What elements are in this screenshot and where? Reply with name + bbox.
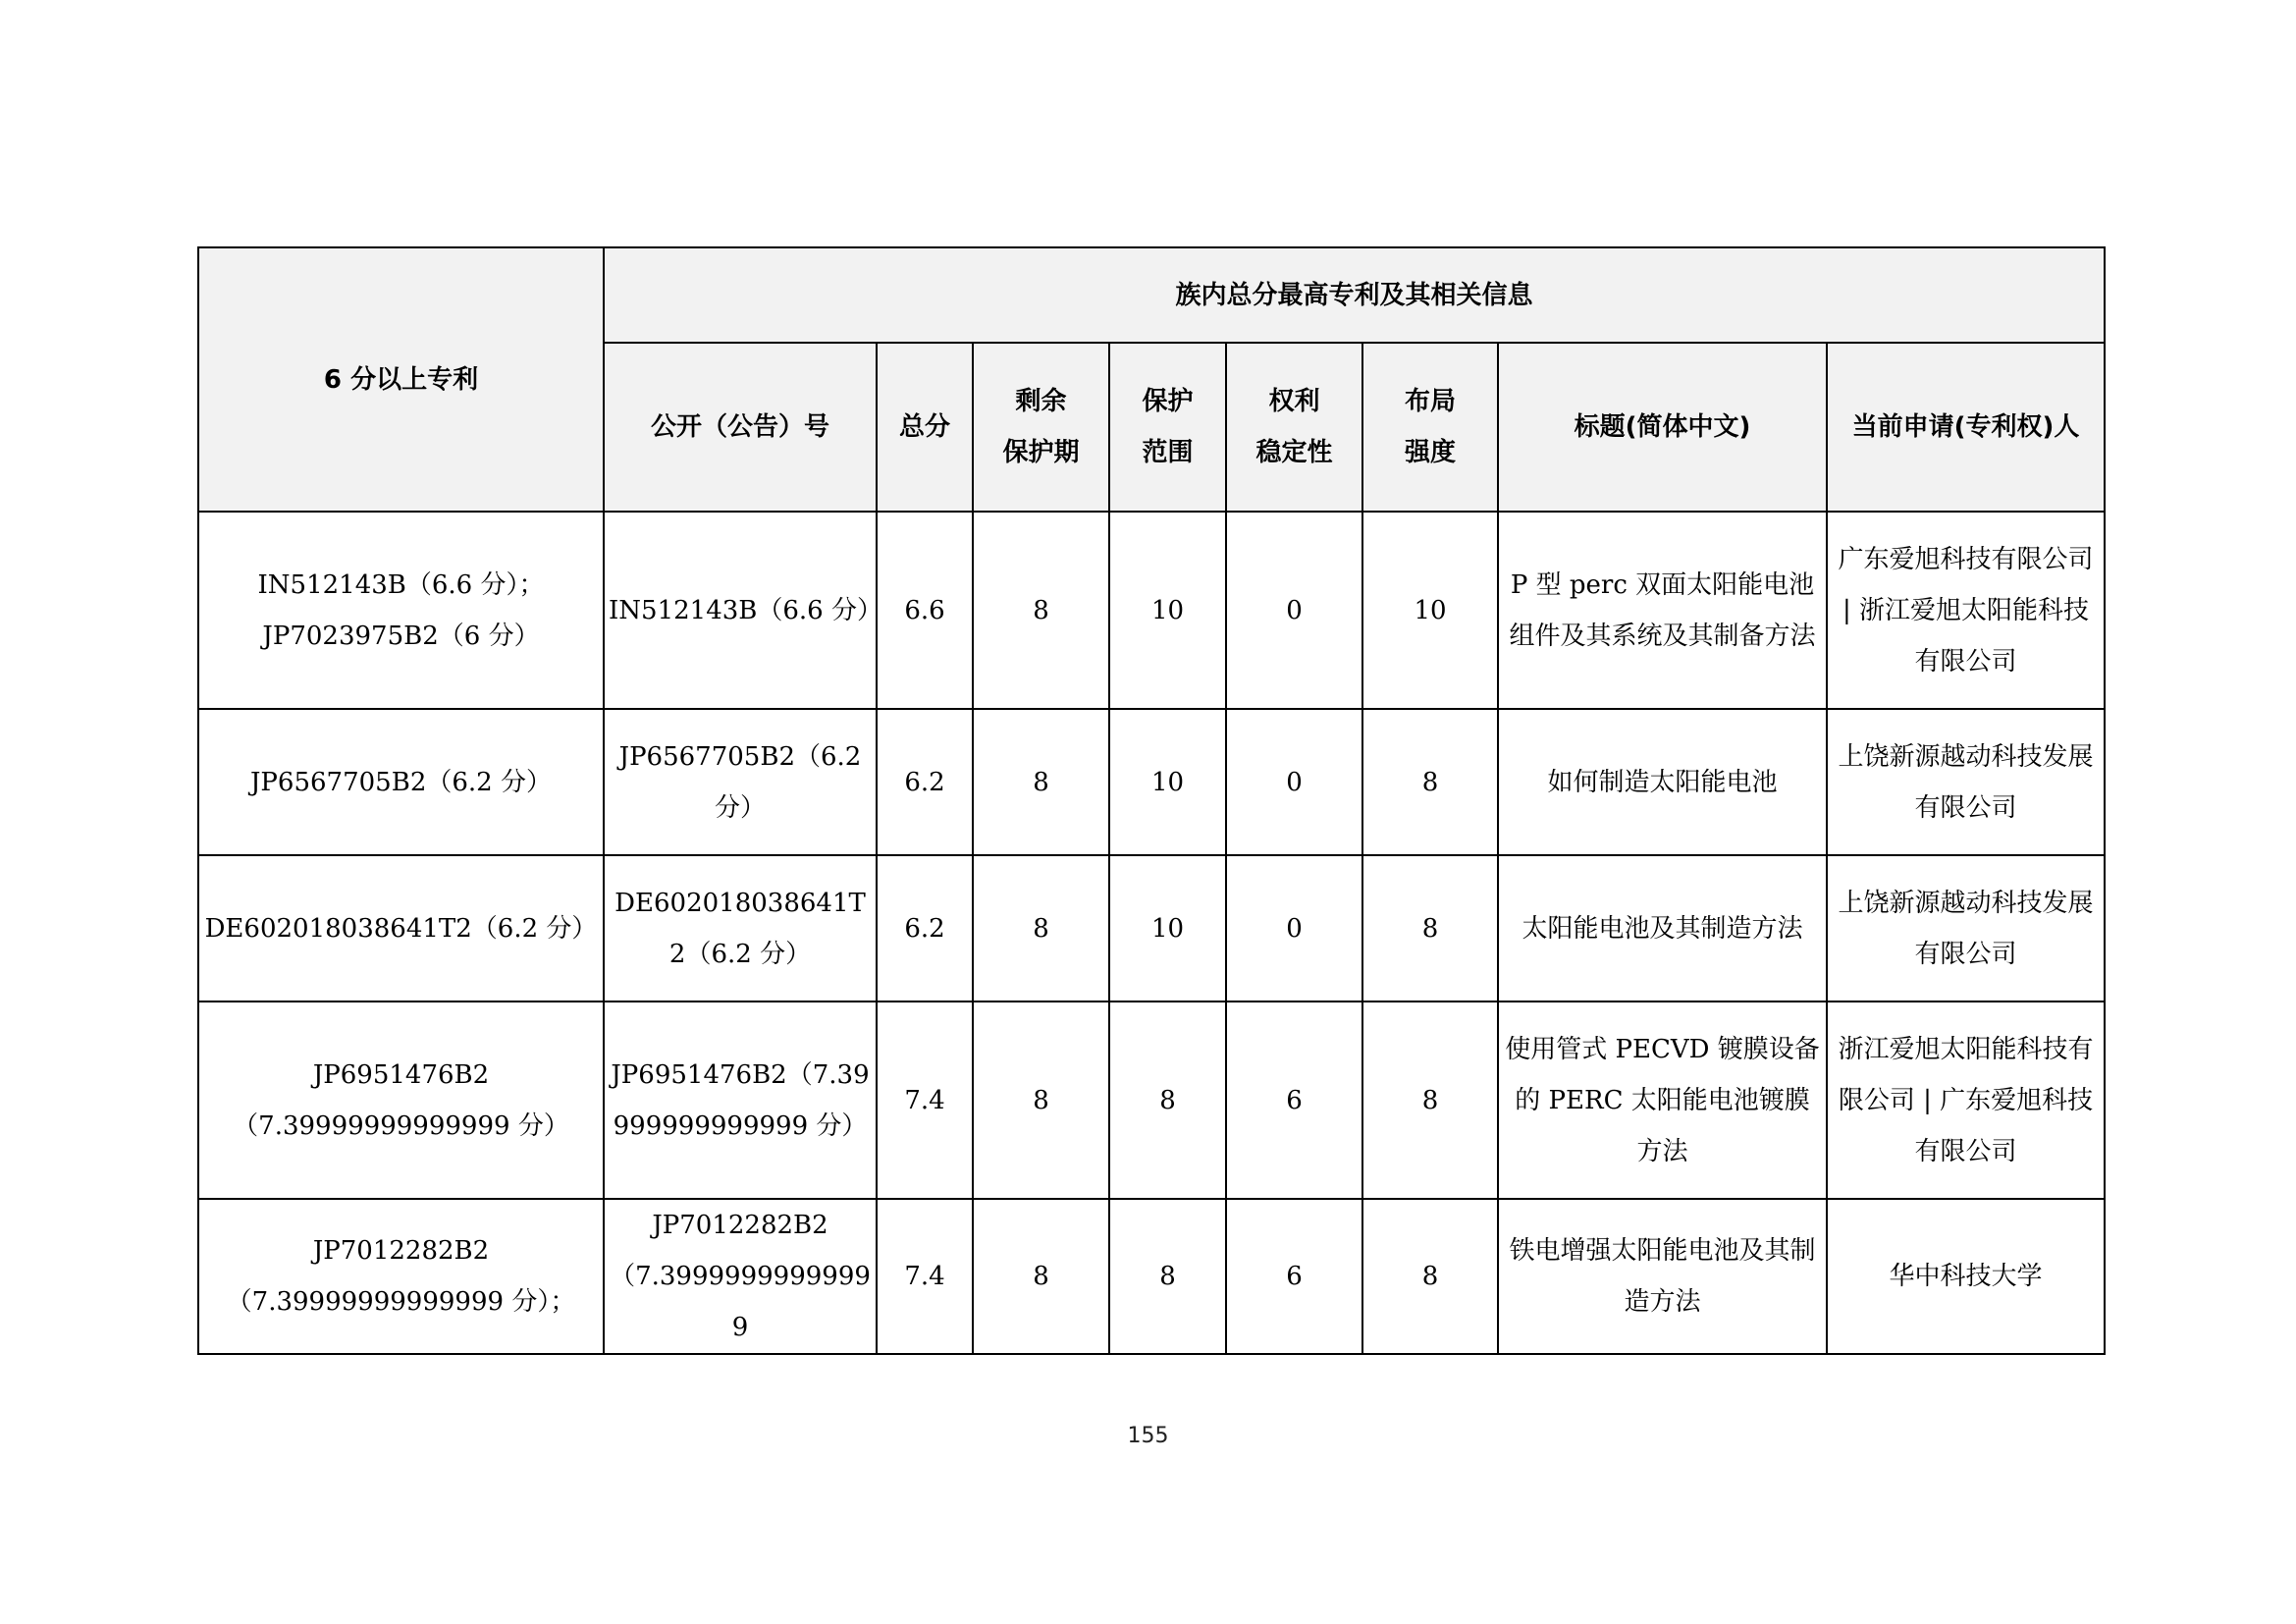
header-patents-6-plus [198,247,604,512]
header-remaining [973,343,1109,512]
cell-total: 6.2 [877,709,973,855]
cell-applicant: 华中科技大学 [1827,1199,2105,1354]
cell-scope: 10 [1109,709,1226,855]
cell-patents [198,1001,604,1199]
table-row [198,855,2105,1001]
header-family-top-label: 族内总分最高专利及其相关信息 [1175,280,1533,310]
header-scope-line1: 保护 [1142,387,1194,416]
cell-title: 太阳能电池及其制造方法 [1498,855,1827,1001]
cell-title: P 型 perc 双面太阳能电池组件及其系统及其制备方法 [1498,512,1827,709]
cell-remaining: 8 [973,512,1109,709]
cell-stability: 0 [1226,512,1362,709]
header-title-label: 标题(简体中文) [1574,412,1751,442]
cell-stability: 0 [1226,855,1362,1001]
cell-layout: 8 [1362,855,1498,1001]
header-total-label: 总分 [898,412,950,442]
header-applicant [1827,343,2105,512]
header-patents-6-plus-label: 6 分以上专利 [323,364,479,395]
cell-scope: 8 [1109,1199,1226,1354]
cell-pub-no: JP6951476B2（7.39999999999999 分） [604,1001,877,1199]
cell-patents-line2: （7.39999999999999 分） [233,1110,569,1141]
cell-title: 如何制造太阳能电池 [1498,709,1827,855]
cell-patents-line2: JP7023975B2（6 分） [262,621,540,651]
cell-title: 使用管式 PECVD 镀膜设备的 PERC 太阳能电池镀膜方法 [1498,1001,1827,1199]
header-layout-line2: 强度 [1404,438,1456,467]
cell-patents-line1: IN512143B（6.6 分）； [257,569,545,600]
header-layout [1362,343,1498,512]
patent-table [197,246,2106,1355]
cell-patents-line1: JP7012282B2 [312,1236,490,1266]
cell-title: 铁电增强太阳能电池及其制造方法 [1498,1199,1827,1354]
cell-scope: 8 [1109,1001,1226,1199]
header-layout-line1: 布局 [1404,387,1456,416]
header-stability-line2: 稳定性 [1255,438,1333,467]
cell-patents: JP6567705B2（6.2 分） [198,709,604,855]
header-total [877,343,973,512]
table-row [198,1199,2105,1354]
cell-patents [198,1199,604,1354]
header-scope-line2: 范围 [1142,438,1194,467]
header-family-top [604,247,2105,343]
header-pub-no-label: 公开（公告）号 [650,412,829,442]
cell-applicant: 浙江爱旭太阳能科技有限公司 | 广东爱旭科技有限公司 [1827,1001,2105,1199]
cell-layout: 8 [1362,709,1498,855]
table-row [198,512,2105,709]
header-remaining-line2: 保护期 [1002,438,1080,467]
cell-stability: 0 [1226,709,1362,855]
cell-total: 6.6 [877,512,973,709]
cell-pub-no [604,1199,877,1354]
cell-stability: 6 [1226,1199,1362,1354]
header-remaining-line1: 剩余 [1015,387,1067,416]
header-pub-no [604,343,877,512]
cell-remaining: 8 [973,709,1109,855]
cell-pub-no-line2: （7.39999999999999 [610,1262,871,1342]
cell-applicant: 广东爱旭科技有限公司 | 浙江爱旭太阳能科技有限公司 [1827,512,2105,709]
cell-total: 7.4 [877,1001,973,1199]
header-title [1498,343,1827,512]
cell-pub-no: JP6567705B2（6.2 分） [604,709,877,855]
cell-applicant: 上饶新源越动科技发展有限公司 [1827,855,2105,1001]
cell-total: 6.2 [877,855,973,1001]
cell-remaining: 8 [973,855,1109,1001]
header-row-1 [198,247,2105,343]
header-stability-line1: 权利 [1268,387,1320,416]
header-scope [1109,343,1226,512]
cell-remaining: 8 [973,1001,1109,1199]
cell-stability: 6 [1226,1001,1362,1199]
table-row [198,709,2105,855]
cell-pub-no: DE602018038641T2（6.2 分） [604,855,877,1001]
cell-patents: DE602018038641T2（6.2 分） [198,855,604,1001]
cell-remaining: 8 [973,1199,1109,1354]
cell-applicant: 上饶新源越动科技发展有限公司 [1827,709,2105,855]
table-row [198,1001,2105,1199]
cell-scope: 10 [1109,512,1226,709]
header-applicant-label: 当前申请(专利权)人 [1851,412,2080,442]
cell-total: 7.4 [877,1199,973,1354]
cell-scope: 10 [1109,855,1226,1001]
cell-pub-no: IN512143B（6.6 分） [604,512,877,709]
page-number: 155 [1127,1424,1169,1448]
cell-patents-line1: JP6951476B2 [312,1059,490,1090]
cell-layout: 10 [1362,512,1498,709]
cell-layout: 8 [1362,1199,1498,1354]
cell-pub-no-line1: JP7012282B2 [652,1211,828,1240]
cell-patents [198,512,604,709]
cell-layout: 8 [1362,1001,1498,1199]
header-stability [1226,343,1362,512]
cell-patents-line2: （7.39999999999999 分）； [226,1287,576,1317]
